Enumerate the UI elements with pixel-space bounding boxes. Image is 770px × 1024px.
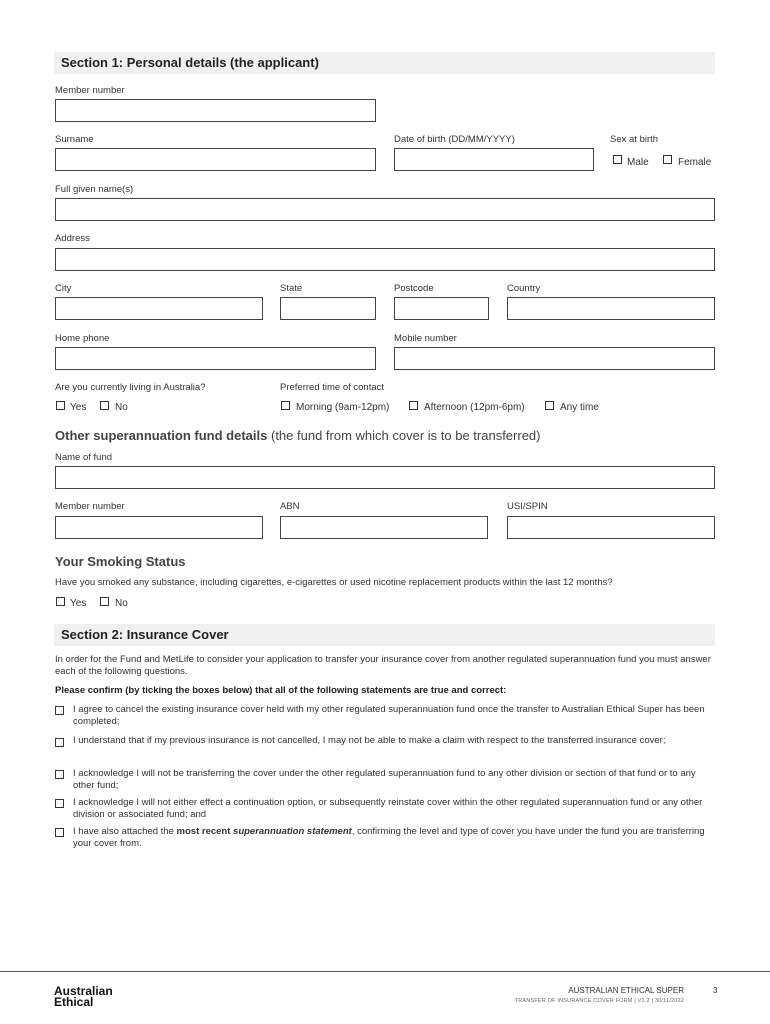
- fund-member-number-field[interactable]: [55, 516, 263, 539]
- mobile-field[interactable]: [394, 347, 715, 370]
- smoking-heading-text: Your Smoking Status: [55, 554, 186, 569]
- state-field[interactable]: [280, 297, 376, 320]
- smoking-heading: [55, 554, 186, 569]
- female-label: Female: [678, 157, 712, 168]
- surname-field[interactable]: [55, 148, 376, 171]
- living-yes-checkbox[interactable]: [56, 401, 65, 410]
- living-no-label: No: [115, 402, 128, 413]
- footer-divider: [0, 971, 770, 972]
- australian-ethical-logo: [54, 986, 113, 1008]
- anytime-label: Any time: [560, 402, 599, 413]
- statement-1-checkbox[interactable]: [55, 706, 64, 715]
- logo-line-2: Ethical: [54, 995, 94, 1009]
- country-field[interactable]: [507, 297, 715, 320]
- anytime-checkbox[interactable]: [545, 401, 554, 410]
- dob-label: Date of birth (DD/MM/YYYY): [394, 134, 515, 145]
- statement-5-checkbox[interactable]: [55, 828, 64, 837]
- afternoon-label: Afternoon (12pm-6pm): [424, 402, 525, 413]
- member-number-label: Member number: [55, 85, 125, 96]
- morning-label: Morning (9am-12pm): [296, 402, 390, 413]
- dob-field[interactable]: [394, 148, 594, 171]
- statement-4-checkbox[interactable]: [55, 799, 64, 808]
- given-names-field[interactable]: [55, 198, 715, 221]
- logo-line-1: Australian: [54, 984, 113, 998]
- statement-3-checkbox[interactable]: [55, 770, 64, 779]
- section-1-header: [54, 52, 715, 74]
- state-label: State: [280, 283, 303, 294]
- section-1-title: Section 1: Personal details (the applicant): [61, 55, 319, 70]
- contact-time-label: Preferred time of contact: [280, 382, 385, 393]
- statement-3: I acknowledge I will not be transferring the cover under the other regulated superannuation fund to any other division or section of that fund or to any other fund;: [73, 768, 696, 791]
- abn-field[interactable]: [280, 516, 488, 539]
- morning-checkbox[interactable]: [281, 401, 290, 410]
- male-checkbox[interactable]: [613, 155, 622, 164]
- female-checkbox[interactable]: [663, 155, 672, 164]
- afternoon-checkbox[interactable]: [409, 401, 418, 410]
- male-label: Male: [627, 157, 649, 168]
- surname-label: Surname: [55, 134, 94, 145]
- statement-5-bold-italic: superannuation statement: [233, 826, 352, 837]
- other-fund-heading-main: Other superannuation fund details: [55, 428, 268, 443]
- living-yes-label: Yes: [70, 402, 87, 413]
- statement-5-post: , confirming the level and type of cover you have under the fund you are transferring your cover from.: [73, 826, 705, 849]
- home-phone-label: Home phone: [55, 333, 110, 344]
- home-phone-field[interactable]: [55, 347, 376, 370]
- abn-label: ABN: [280, 501, 300, 512]
- section-2-intro: In order for the Fund and MetLife to consider your application to transfer your insurance cover from another regulated superannuation fund you must answer each of the following questions.: [55, 654, 711, 677]
- section-2-header: [54, 624, 715, 646]
- city-label: City: [55, 283, 72, 294]
- mobile-label: Mobile number: [394, 333, 457, 344]
- statement-5-pre: I have also attached the: [73, 826, 177, 837]
- footer-title: AUSTRALIAN ETHICAL SUPER: [568, 986, 684, 995]
- given-names-label: Full given name(s): [55, 184, 134, 195]
- footer-form-info: TRANSFER OF INSURANCE COVER FORM | V1.2 | 30/11/2022: [514, 998, 684, 1004]
- living-no-checkbox[interactable]: [100, 401, 109, 410]
- smoking-no-label: No: [115, 598, 128, 609]
- smoking-yes-label: Yes: [70, 598, 87, 609]
- statement-2: I understand that if my previous insurance is not cancelled, I may not be able to make a claim with respect to the transferred insurance cover;: [73, 735, 666, 746]
- statement-5-bold: most recent: [176, 826, 234, 837]
- other-fund-heading-sub: (the fund from which cover is to be transferred): [270, 428, 541, 443]
- section-2-title: Section 2: Insurance Cover: [61, 627, 229, 642]
- statement-1: I agree to cancel the existing insurance cover held with my other regulated superannuation fund once the transfer to Australian Ethical Super has been completed;: [73, 704, 705, 727]
- living-australia-label: Are you currently living in Australia?: [55, 382, 206, 393]
- confirm-instruction: Please confirm (by ticking the boxes below) that all of the following statements are true and correct:: [55, 685, 507, 696]
- smoking-no-checkbox[interactable]: [100, 597, 109, 606]
- address-label: Address: [55, 233, 90, 244]
- country-label: Country: [507, 283, 541, 294]
- usi-field[interactable]: [507, 516, 715, 539]
- statement-4: I acknowledge I will not either effect a continuation option, or subsequently reinstate cover within the other regulated superannuation fund or any other division or associated fund; and: [73, 797, 703, 820]
- statement-5: [73, 826, 713, 849]
- address-field[interactable]: [55, 248, 715, 271]
- smoking-question: Have you smoked any substance, including cigarettes, e-cigarettes or used nicotine replacement products within the last 12 months?: [55, 577, 613, 588]
- page-number: 3: [713, 986, 718, 995]
- city-field[interactable]: [55, 297, 263, 320]
- sex-label: Sex at birth: [610, 134, 659, 145]
- smoking-yes-checkbox[interactable]: [56, 597, 65, 606]
- other-fund-heading: [55, 428, 541, 443]
- postcode-field[interactable]: [394, 297, 489, 320]
- usi-label: USI/SPIN: [507, 501, 548, 512]
- fund-name-field[interactable]: [55, 466, 715, 489]
- fund-member-number-label: Member number: [55, 501, 125, 512]
- member-number-field[interactable]: [55, 99, 376, 122]
- postcode-label: Postcode: [394, 283, 434, 294]
- statement-2-checkbox[interactable]: [55, 738, 64, 747]
- fund-name-label: Name of fund: [55, 452, 113, 463]
